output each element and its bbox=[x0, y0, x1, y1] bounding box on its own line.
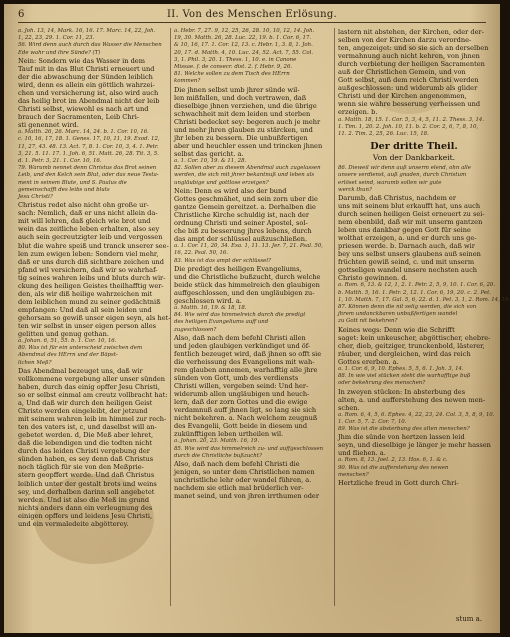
catchword: stum a. bbox=[455, 615, 482, 623]
reference-line: Missae. f. de consecr. dist. 2. f. Hebr. 9, 26. bbox=[174, 64, 293, 71]
reference-line: & 10, 16, 17. 1. Cor. 12, 13. c. Hebr. 1, 3. 8, 1. Joh. bbox=[174, 42, 313, 49]
reference-line: 82. Sollen aber zu diesem Abendmal auch zugelassen bbox=[174, 165, 321, 172]
text-line: daß er uns durch diß sichtbare zeichen und bbox=[18, 257, 165, 266]
reference-line: a. Rom. 6, 13. & 12, 1, 2. 1. Petr. 2, 5, 9, 10. 1. Cor. 6, 20. bbox=[338, 282, 496, 289]
text-line: und ein vermaledeite abgötterey. bbox=[18, 519, 129, 528]
text-line: und die Christliche bußzucht, durch welche bbox=[174, 272, 321, 281]
text-line: durch das leiden Christi vergebung der bbox=[18, 447, 150, 456]
text-line: Nein: Sondern wie das Wasser in dem bbox=[18, 56, 145, 65]
text-line: nem ebenbild, daß wir mit unserm gantzen bbox=[338, 218, 483, 227]
text-line: sünden von Gott, umb des verdiensts bbox=[174, 374, 299, 383]
text-line: che biß zu besserung jhres lebens, durch bbox=[174, 227, 312, 236]
text-line: Christi selbst, wiewohl es nach art und bbox=[18, 105, 149, 114]
text-line: pfand wil versichern, daß wir so wahrhaf- bbox=[18, 265, 158, 274]
text-line: aber und heuchler essen und trincken jhnen bbox=[174, 141, 323, 150]
reference-line: 90. Was ist die aufferstehung des newen bbox=[338, 464, 449, 471]
text-line: jenigen, so unter dem Christlichen namen bbox=[174, 468, 315, 477]
text-line: leben uns dankbar gegen Gott für seine bbox=[338, 226, 471, 235]
reference-line: werck thun? bbox=[338, 186, 372, 193]
text-line: mit seinem wahren leib im himmel zur rech- bbox=[18, 415, 167, 424]
text-line: stern geopffert werde. Und daß Christus bbox=[18, 471, 155, 480]
text-line: Keines wegs: Denn wie die Schrifft bbox=[338, 325, 455, 334]
text-line: gottseligen wandel unsere nechsten auch bbox=[338, 266, 478, 275]
text-line: und mehr jhren glauben zu stärcken, und bbox=[174, 125, 313, 134]
text-line: selbst das gericht. a. bbox=[174, 150, 244, 158]
text-line: Christi und der Kirchen angenommen, bbox=[338, 92, 467, 101]
reference-line: durch die Christliche bußzucht? bbox=[174, 452, 262, 459]
text-line: empfangen: Und daß all sein leiden und bbox=[18, 305, 152, 314]
text-line: widerumb allen ungläubigen und heuch- bbox=[174, 390, 310, 399]
part-heading: Der dritte Theil. bbox=[370, 141, 458, 153]
reference-line: a. Matth. 16, 19. & 18, 18. bbox=[174, 305, 247, 312]
reference-line: 1, 10. Matth. 7, 17. Gal. 5, 6, 22. d. 1. Pet. 3, 1, 2. Rom. 14, 19. bbox=[338, 296, 510, 303]
text-line: blut die wahre speiß und tranck unserer see- bbox=[18, 241, 169, 250]
reference-line: 1. Tim. 1, 20. 2. Joh. 10, 11. b. 2. Cor. 2, 6, 7, 8, 10, bbox=[338, 123, 479, 130]
text-line: wird, denn es allein ein göttlich wahrzei- bbox=[18, 80, 155, 89]
text-line: alten, a. und aufferstehung des newen men- bbox=[338, 395, 486, 404]
text-line: Christliche Kirche schuldig ist, nach der bbox=[174, 211, 310, 219]
text-line: Christo gewinnen. d. bbox=[338, 274, 408, 283]
reference-line: c. 10, 16, 17, 18. 1. Genes. 17, 10, 11, 19. Exod. 12, bbox=[18, 136, 160, 143]
text-line: rem glauben annemen, warhafftig alle jhre bbox=[174, 366, 318, 375]
reference-line: 16, 22. Psal. 50, 16. bbox=[174, 250, 229, 257]
reference-line: oder bekehrung des menschen? bbox=[338, 380, 426, 387]
column-left bbox=[18, 28, 171, 608]
reference-line: a. 1. Cor. 6, 9, 10. Ephes. 5, 5, 6. 1. Joh. 3, 14. bbox=[338, 365, 464, 372]
text-line: Christi bedecket sey: begeren auch je mehr bbox=[174, 117, 321, 126]
reference-line: ungläubige und gottlose erzeigen? bbox=[174, 179, 269, 186]
text-line: chen und versicherung ist, also wird auch bbox=[18, 89, 159, 97]
text-line: uns mit seinem blut erkaufft hat, uns auch bbox=[338, 201, 481, 210]
text-line: zukünfftigen leben urtheilen wil. bbox=[174, 430, 284, 439]
text-line: beide stück das himmelreich den glaubigen bbox=[174, 280, 320, 289]
text-line: Die predigt des heiligen Evangeliums, bbox=[174, 264, 302, 273]
reference-line: 83. Was ist das ampt der schlüssel? bbox=[174, 257, 271, 264]
text-line: seyn, und dieselbige je länger je mehr hassen bbox=[338, 441, 491, 450]
text-line: haben, durch das einig opffer Jesu Christi, bbox=[18, 382, 160, 391]
reference-line: 3, 21. 5. 11. 17. 1. Joh. 6, 51. Matt. 26, 28. Tit. 3, 5. bbox=[18, 150, 159, 157]
text-line: Tauf mit in das Blut Christi erneuert und bbox=[18, 64, 155, 73]
text-line: die verheissung des Evangelions mit wah- bbox=[174, 357, 315, 366]
reference-line: d. 1. Petr. 3, 21. 1. Cor. 10, 16. bbox=[18, 158, 102, 165]
text-line: erzeigen. b. bbox=[338, 108, 378, 117]
text-line: das heilig brot im Abendmal nicht der leib bbox=[18, 97, 160, 106]
text-line: schwachheit mit dem leiden und sterben bbox=[174, 109, 311, 118]
reference-line: des heiligen Evangeliums auff und bbox=[174, 319, 269, 326]
text-line: len mißfallen, und doch vertrawen, daß bbox=[174, 93, 307, 102]
text-line: gelitten und genug gethan. bbox=[18, 330, 109, 339]
reference-line: Abendmal des HErrn und der Bäpst- bbox=[18, 352, 118, 359]
text-line: Das Abendmal bezeuget uns, daß wir bbox=[18, 366, 143, 375]
reference-line: a. Joh. 13, 14, Mark. 16, 16. 17. Marc. 14, 22, Joh. bbox=[18, 28, 156, 34]
text-line: Darumb, daß Christus, nachdem er bbox=[338, 193, 456, 202]
text-line: brauch der Sacramenten, Leib Chri- bbox=[18, 113, 140, 122]
reference-line: 80. Was ist für ein unterscheid zwischen dem bbox=[18, 345, 143, 352]
text-line: bey uns selbst unsers glaubens auß seinen bbox=[338, 250, 481, 259]
text-line: ten wir selbst in unser eigen person alles bbox=[18, 321, 157, 330]
reference-line: kommen? bbox=[174, 78, 201, 85]
text-line: das ampt der schlüssel außzuschließen. bbox=[174, 235, 308, 244]
text-line: Also, daß nach dem befehl Christi allen bbox=[174, 333, 306, 342]
reference-line: a. Hebr. 7, 27. 9, 12, 25, 26, 28. 10, 10, 12, 14. Joh. bbox=[174, 28, 315, 34]
text-line: ten des vaters ist, c, und daselbst will an- bbox=[18, 423, 157, 432]
reference-line: a. Rom. 6, 4, 5, 6. Ephes. 4, 22, 23, 24. Col. 3, 5, 8, 9, 10. bbox=[338, 411, 495, 418]
page-number: 6 bbox=[18, 9, 25, 20]
text-line: und fliehen. a. bbox=[338, 449, 386, 458]
reference-line: 19, 30. Matth. 26, 28. Luc. 22, 19. b. 1. Cor. 6, 17. bbox=[174, 35, 312, 42]
text-line: lastern nit abstehen, der Kirchen, oder der- bbox=[338, 28, 484, 36]
reference-line: lichen Meß? bbox=[18, 359, 52, 366]
text-line: auß der Christlichen Gemein, und von bbox=[338, 68, 466, 77]
text-line: sey, und derhalben darinn soll angebetet bbox=[18, 487, 155, 496]
text-line: verdamnuß auff jhnen ligt, so lang sie sich bbox=[174, 406, 317, 415]
text-line: räuber, und dergleichen, wird das reich bbox=[338, 349, 471, 358]
reference-line: a. Matth. 18, 15. 1. Cor. 5, 3, 4, 5, 11. 2. Thess. 3, 14. bbox=[338, 116, 485, 123]
text-line: des Evangelii, Gott beide in diesem und bbox=[174, 422, 308, 431]
reference-line: a. Johan. 6, 51, 55. b. 1. Cor. 10, 16. bbox=[18, 338, 117, 345]
text-line: wein das zeitliche leben erhalten, also sey bbox=[18, 225, 160, 234]
text-line: ordnung Christi und seiner Apostel, sol- bbox=[174, 219, 308, 228]
reference-line: a. Rom. 8, 13. Joel. 2, 13. Hos. 6, 1. & c. bbox=[338, 457, 448, 464]
text-line: nicht bekehren. a. Nach welchem zeugnuß bbox=[174, 414, 318, 423]
reference-line: 85. Wie wird das himmelreich zu- und auffgeschlossen bbox=[174, 445, 324, 452]
text-line: durch verbietung der heiligen Sacramenten bbox=[338, 60, 485, 69]
text-line: In zweyen stücken: In absterbung des bbox=[338, 387, 466, 396]
text-line: früchten gewiß seind, c. und mit unserm bbox=[338, 258, 475, 267]
reference-line: 56. Wird denn auch durch das Wasser die Menschen bbox=[18, 42, 162, 49]
text-line: geschlossen wird. a. bbox=[174, 296, 242, 305]
text-line: dem leiblichen mund zu seiner gedächtniß bbox=[18, 297, 161, 306]
text-line: saget: kein unkeuscher, abgöttischer, ehebre- bbox=[338, 333, 491, 342]
column-middle bbox=[174, 28, 332, 608]
text-line: Nein: Denn es wird also der bund bbox=[174, 186, 287, 195]
running-head bbox=[18, 8, 486, 23]
reference-line: 11. 2. Tim. 2, 25, 26. Luc. 15, 18. bbox=[338, 130, 429, 137]
column-right bbox=[338, 28, 510, 608]
text-line: sach: Nemlich, daß er uns nicht allein da- bbox=[18, 209, 158, 218]
text-line: außgeschlossen: und widerumb als glider bbox=[338, 84, 478, 93]
text-line: unchristliche lehr oder wandel führen, a. bbox=[174, 476, 312, 485]
text-line: schen. bbox=[338, 403, 360, 412]
reference-line: 20, 17. d. Matth. 4, 10. Luc. 24, 52. Act. 7, 55. Col. bbox=[174, 49, 314, 56]
text-line: tig seines wahren leibs und bluts durch wir- bbox=[18, 273, 166, 282]
text-line: werden. Und ist also die Meß im grund bbox=[18, 495, 150, 504]
text-line: sti genennet wird. bbox=[18, 121, 79, 130]
running-title: II. Von des Menschen Erlösung. bbox=[166, 9, 338, 20]
text-line: priesen werde. b. Darnach auch, daß wir bbox=[338, 242, 475, 251]
reference-line: gemeinschafft des leibs und bluts bbox=[18, 186, 110, 193]
text-line: noch täglich für sie von den Meßprie- bbox=[18, 463, 144, 472]
reference-line: werden, die sich mit jhrer bekantnuß und leben als bbox=[174, 172, 315, 179]
text-line: vollkommene vergebung aller unser sünden bbox=[18, 374, 166, 383]
text-line: ckung des heiligen Geistes theilhafftig wer- bbox=[18, 281, 164, 290]
reference-line: Jesu Christi? bbox=[18, 194, 53, 201]
text-line: len zum ewigen leben: Sondern viel mehr, bbox=[18, 249, 159, 258]
text-line: cher, dieb, geitziger, trunckenbold, lästerer, bbox=[338, 341, 485, 350]
text-line: Gottes ererben. a. bbox=[338, 357, 399, 366]
column-rule bbox=[170, 28, 171, 606]
reference-line: 1. Cor. 5, 7. 2. Cor. 7, 10. bbox=[338, 418, 407, 425]
text-line: manet seind, und von jhren irrthumen oder bbox=[174, 492, 319, 501]
text-line: a, Und daß wir durch den heiligen Geist bbox=[18, 399, 153, 408]
reference-line: 86. Dieweil wir denn auß unserm elend, ohn alle bbox=[338, 165, 471, 172]
text-line: sünden haben, es sey denn daß Christus bbox=[18, 455, 154, 464]
text-line: durch seinen heiligen Geist erneuert zu sei- bbox=[338, 210, 485, 219]
text-line: Hertzliche freud in Gott durch Chri- bbox=[338, 479, 459, 488]
reference-line: erlöset seind, warumb sollen wir gute bbox=[338, 179, 442, 186]
book-page bbox=[4, 4, 510, 633]
reference-line: a. Matth. 26, 26. Marc. 14, 24. b. 1. Cor. 10, 16. bbox=[18, 129, 149, 136]
text-line: so er selbst einmal am creutz vollbracht hat: bbox=[18, 391, 168, 400]
text-line: Christus redet also nicht ohn große ur- bbox=[18, 201, 149, 210]
reference-line: 84. Wie wird das himmelreich durch die predigt bbox=[174, 312, 306, 319]
text-line: Gott selbst, auß dem reich Christi werden bbox=[338, 76, 479, 85]
part-subheading: Von der Dankbarkeit. bbox=[372, 153, 456, 163]
text-line: Also, daß nach dem befehl Christi die bbox=[174, 460, 300, 469]
text-line: wenn sie wahre besserung verheissen und bbox=[338, 100, 481, 109]
text-line: dieselbige jhnen verziehen, und die übrige bbox=[174, 101, 317, 110]
text-line: gehorsam so gewiß unser eigen seyn, als het- bbox=[18, 313, 171, 322]
reference-line: unsere verdienst, auß gnaden, durch Christum bbox=[338, 172, 467, 179]
text-line: fentlich bezeuget wird, daß jhnen so offt sie bbox=[174, 349, 322, 358]
reference-line: b. Matth. 5, 16. 1. Petr. 2, 12. 1. Cor. 6, 19, 20. c. 2. Pet. bbox=[338, 289, 491, 296]
reference-line: 87. Können denn die nit selig werden, die sich von bbox=[338, 304, 477, 311]
reference-line: a. 1. Cor. 11, 20, 34. Esa. 1, 11. 13. Jer. 7, 21. Psal. 50, bbox=[174, 243, 324, 250]
reference-line: a. Johan. 20, 23. Matth. 16, 19. bbox=[174, 438, 260, 445]
text-line: einigen opffers und leidens Jesu Christi, bbox=[18, 511, 153, 520]
reference-line: ment in seinem Blute, und S. Paulus die bbox=[18, 179, 127, 186]
column-rule bbox=[334, 28, 335, 606]
reference-line: 1, 22, 23, 29. 1. Cor. 11, 23. bbox=[18, 35, 95, 42]
reference-line: jhrem undanckbaren unbußfertigen wandel bbox=[338, 311, 458, 318]
text-line: der die abwaschung der Sünden leiblich bbox=[18, 72, 153, 81]
reference-line: Leib, und den Kelch sein Blut, oder das neue Testa- bbox=[18, 172, 159, 179]
text-line: ten, angezeiget: und so sie sich an derselben bbox=[338, 44, 489, 53]
text-line: jhr leben zu bessern. Die unbußfertigen bbox=[174, 133, 308, 142]
reference-line: 3, 1. Phil. 3, 20. 1. Thess. 1, 10. e. in Canone bbox=[174, 56, 297, 63]
text-line: lern, daß der zorn Gottes und die ewige bbox=[174, 398, 308, 407]
text-line: Die jhnen selbst umb jhrer sünde wil- bbox=[174, 85, 300, 94]
text-line: selben von der Kirchen darzu verordne- bbox=[338, 36, 472, 45]
text-line: gantze Gemein gereitzet. a. Derhalben die bbox=[174, 202, 316, 211]
reference-line: 88. In wie viel stücken steht die warhafftige buß bbox=[338, 373, 471, 380]
text-line: leiblich unter der gestalt brots und weins bbox=[18, 479, 157, 488]
reference-line: 81. Welche sollen zu dem Tisch des HErrn bbox=[174, 71, 290, 78]
reference-line: 79. Warumb nennet denn Christus das Brot seinen bbox=[18, 165, 157, 172]
text-line: wolthat erzeigen, a. und er durch uns ge- bbox=[338, 234, 477, 243]
reference-line: zu Gott nit bekehren? bbox=[338, 318, 398, 325]
text-line: auffgeschlossen, und den ungläubigen zu- bbox=[174, 288, 315, 297]
text-line: Christo werden eingeleibt, der jetzund bbox=[18, 407, 148, 416]
reference-line: 11, 27, 43. 48. 13. Act. 7, 8. 1. Cor. 10, 3, 4. 1. Petr. bbox=[18, 143, 159, 150]
text-line: Gottes geschmähet, und sein zorn uber die bbox=[174, 194, 318, 203]
reference-line: zugeschlossen? bbox=[174, 326, 217, 333]
text-line: nichts anders dann ein verleugnung des bbox=[18, 503, 153, 512]
text-line: auch sein gecreutzigter leib und vergossen bbox=[18, 233, 163, 242]
text-line: daß die lebendigen und die todten nicht bbox=[18, 439, 152, 448]
text-line: Jhm die sünde von hertzen lassen leid bbox=[338, 433, 465, 442]
text-line: Christi willen, vergeben seind: Und her- bbox=[174, 382, 309, 391]
reference-line: 89. Was ist die absterbung des alten menschen? bbox=[338, 426, 470, 433]
text-line: und jeden glaubigen verkündiget und öf- bbox=[174, 341, 311, 350]
reference-line: Ede wahr und ihre Sünde? (T) bbox=[18, 49, 101, 56]
text-line: mit will lehren, daß gleich wie brot und bbox=[18, 217, 151, 226]
text-line: vermahnung auch nicht kehren, von jhnen bbox=[338, 52, 480, 61]
text-line: nachdem sie etlich mal brüderlich ver- bbox=[174, 484, 304, 493]
text-line: den, als wir diß heilige wahrzeichen mit bbox=[18, 289, 153, 298]
reference-line: a. 1. Cor. 10, 19. & 11, 28. bbox=[174, 158, 247, 165]
reference-line: menschen? bbox=[338, 471, 369, 478]
text-line: gebetet werden. d, Die Meß aber lehret, bbox=[18, 431, 154, 440]
